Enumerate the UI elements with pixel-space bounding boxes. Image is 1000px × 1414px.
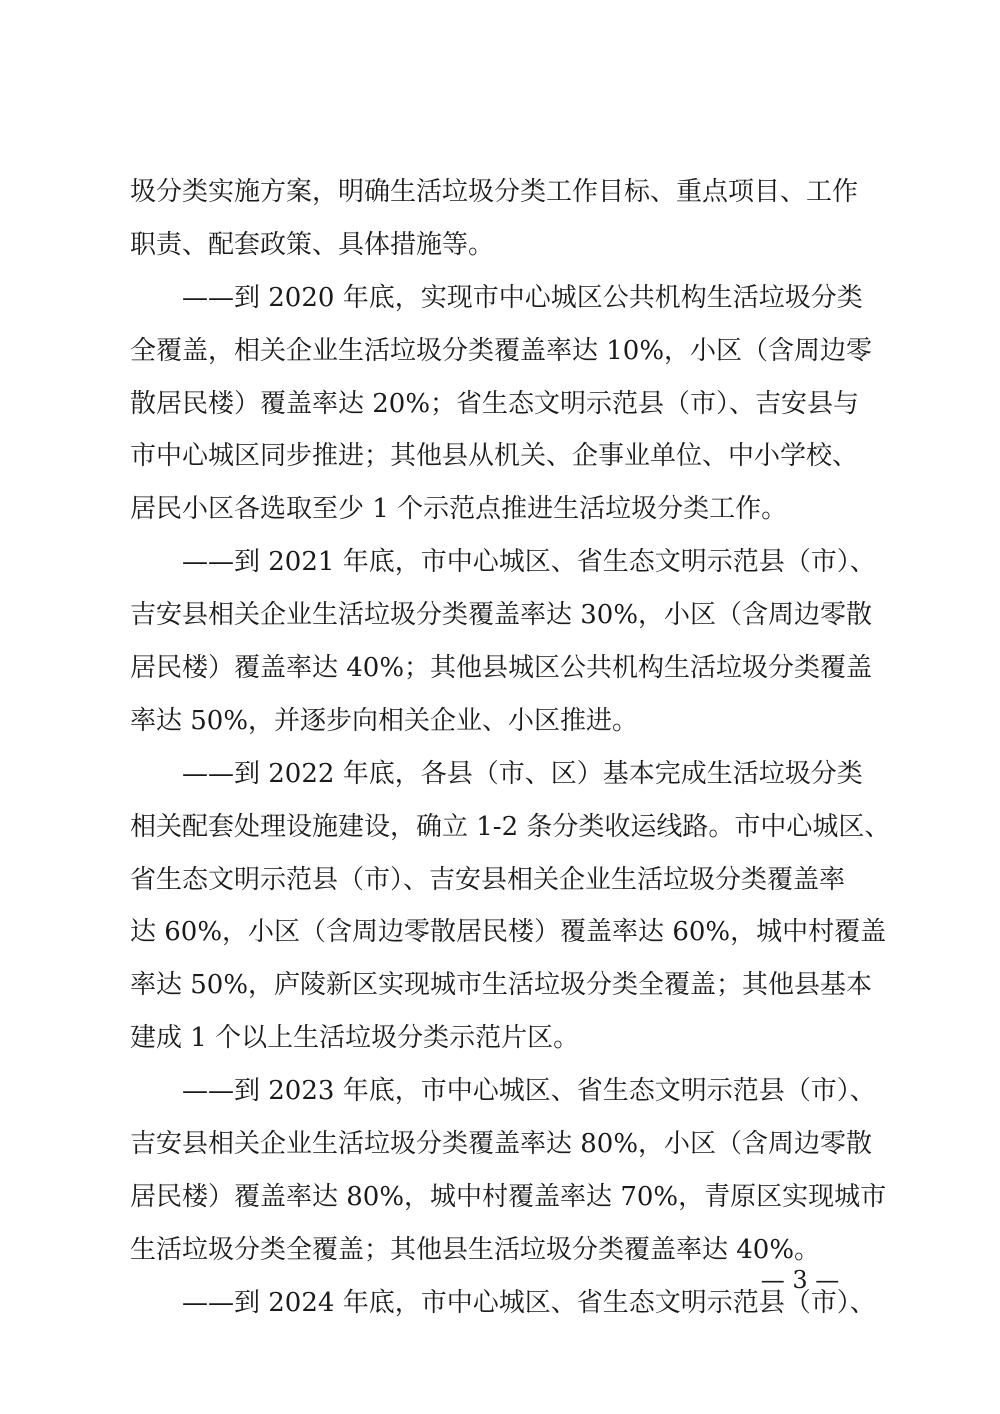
text-line: 率达 50%，并逐步向相关企业、小区推进。 bbox=[130, 705, 639, 736]
text-line: 市中心城区同步推进；其他县从机关、企事业单位、中小学校、 bbox=[130, 441, 859, 472]
text-line: ——到 2024 年底，市中心城区、省生态文明示范县（市）、 bbox=[130, 1287, 876, 1318]
text-line: 居民楼）覆盖率达 80%，城中村覆盖率达 70%，青原区实现城市 bbox=[130, 1181, 887, 1212]
text-line: 吉安县相关企业生活垃圾分类覆盖率达 80%，小区（含周边零散 bbox=[130, 1129, 873, 1160]
text-line: ——到 2022 年底，各县（市、区）基本完成生活垃圾分类 bbox=[130, 758, 863, 789]
text-line: 建成 1 个以上生活垃圾分类示范片区。 bbox=[130, 1023, 580, 1054]
text-line: 居民小区各选取至少 1 个示范点推进生活垃圾分类工作。 bbox=[130, 494, 788, 525]
text-line: 相关配套处理设施建设，确立 1-2 条分类收运线路。市中心城区、 bbox=[130, 811, 891, 842]
body-text bbox=[130, 166, 891, 1330]
text-line: 全覆盖，相关企业生活垃圾分类覆盖率达 10%，小区（含周边零 bbox=[130, 335, 873, 366]
text-line: 省生态文明示范县（市）、吉安县相关企业生活垃圾分类覆盖率 bbox=[130, 864, 846, 895]
text-line: 圾分类实施方案，明确生活垃圾分类工作目标、重点项目、工作 bbox=[130, 177, 859, 207]
text-line: 居民楼）覆盖率达 40%；其他县城区公共机构生活垃圾分类覆盖 bbox=[130, 653, 873, 684]
text-line: ——到 2021 年底，市中心城区、省生态文明示范县（市）、 bbox=[130, 547, 876, 578]
text-line: 吉安县相关企业生活垃圾分类覆盖率达 30%，小区（含周边零散 bbox=[130, 600, 873, 631]
text-line: 达 60%，小区（含周边零散居民楼）覆盖率达 60%，城中村覆盖 bbox=[130, 917, 887, 948]
text-line: ——到 2023 年底，市中心城区、省生态文明示范县（市）、 bbox=[130, 1076, 876, 1107]
text-line: 散居民楼）覆盖率达 20%；省生态文明示范县（市）、吉安县与 bbox=[130, 388, 860, 419]
page-number: — 3 — bbox=[760, 1266, 840, 1294]
text-line: 生活垃圾分类全覆盖；其他县生活垃圾分类覆盖率达 40%。 bbox=[130, 1234, 821, 1265]
text-line: 职责、配套政策、具体措施等。 bbox=[130, 229, 495, 260]
text-line: 率达 50%，庐陵新区实现城市生活垃圾分类全覆盖；其他县基本 bbox=[130, 970, 873, 1001]
text-line: ——到 2020 年底，实现市中心城区公共机构生活垃圾分类 bbox=[130, 282, 863, 313]
